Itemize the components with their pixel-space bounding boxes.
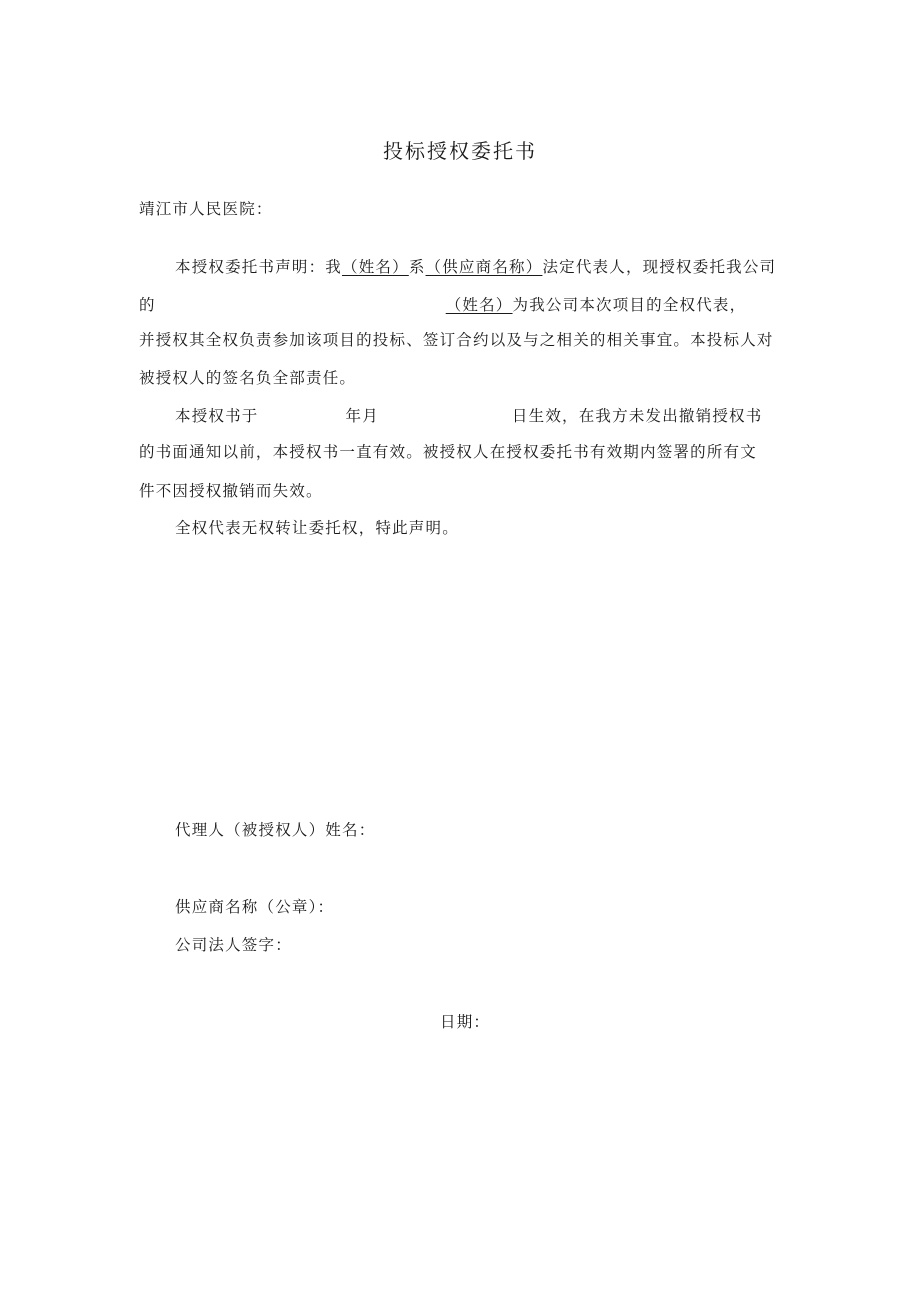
p1-prefix: 本授权委托书声明：我 <box>175 258 343 276</box>
paragraph-2-line-2: 的书面通知以前，本授权书一直有效。被授权人在授权委托书有效期内签署的所有文 <box>139 443 757 461</box>
addressee: 靖江市人民医院： <box>139 200 273 218</box>
paragraph-2-line-1 <box>175 406 762 426</box>
document-title: 投标授权委托书 <box>383 139 537 163</box>
paragraph-1-line-2 <box>139 295 746 315</box>
p2-suffix: 日生效，在我方未发出撤销授权书 <box>511 407 763 425</box>
p1l2-suffix: 为我公司本次项目的全权代表， <box>512 296 747 314</box>
paragraph-2-line-3: 件不因授权撤销而失效。 <box>139 482 323 500</box>
paragraph-1-line-3: 并授权其全权负责参加该项目的投标、签订合约以及与之相关的相关事宜。本投标人对 <box>139 331 774 349</box>
agent-name-field: （姓名） <box>445 296 513 314</box>
representative-name-field: （姓名） <box>342 258 409 276</box>
supplier-seal-label: 供应商名称（公章）： <box>175 898 335 916</box>
paragraph-3: 全权代表无权转让委托权，特此声明。 <box>175 519 459 537</box>
p1-mid: 系 <box>408 258 426 276</box>
p1-suffix: 法定代表人，现授权委托我公司 <box>542 258 777 276</box>
paragraph-1-line-1 <box>175 257 776 277</box>
legal-rep-signature-label: 公司法人签字： <box>175 936 292 954</box>
supplier-name-field: （供应商名称） <box>425 258 543 276</box>
p2-prefix: 本授权书于 <box>175 407 259 425</box>
paragraph-1-line-4: 被授权人的签名负全部责任。 <box>139 369 357 387</box>
agent-name-label: 代理人（被授权人）姓名： <box>175 821 376 839</box>
p1l2-prefix: 的 <box>139 296 156 314</box>
year-month: 年月 <box>345 407 379 425</box>
date-label: 日期： <box>440 1013 491 1031</box>
